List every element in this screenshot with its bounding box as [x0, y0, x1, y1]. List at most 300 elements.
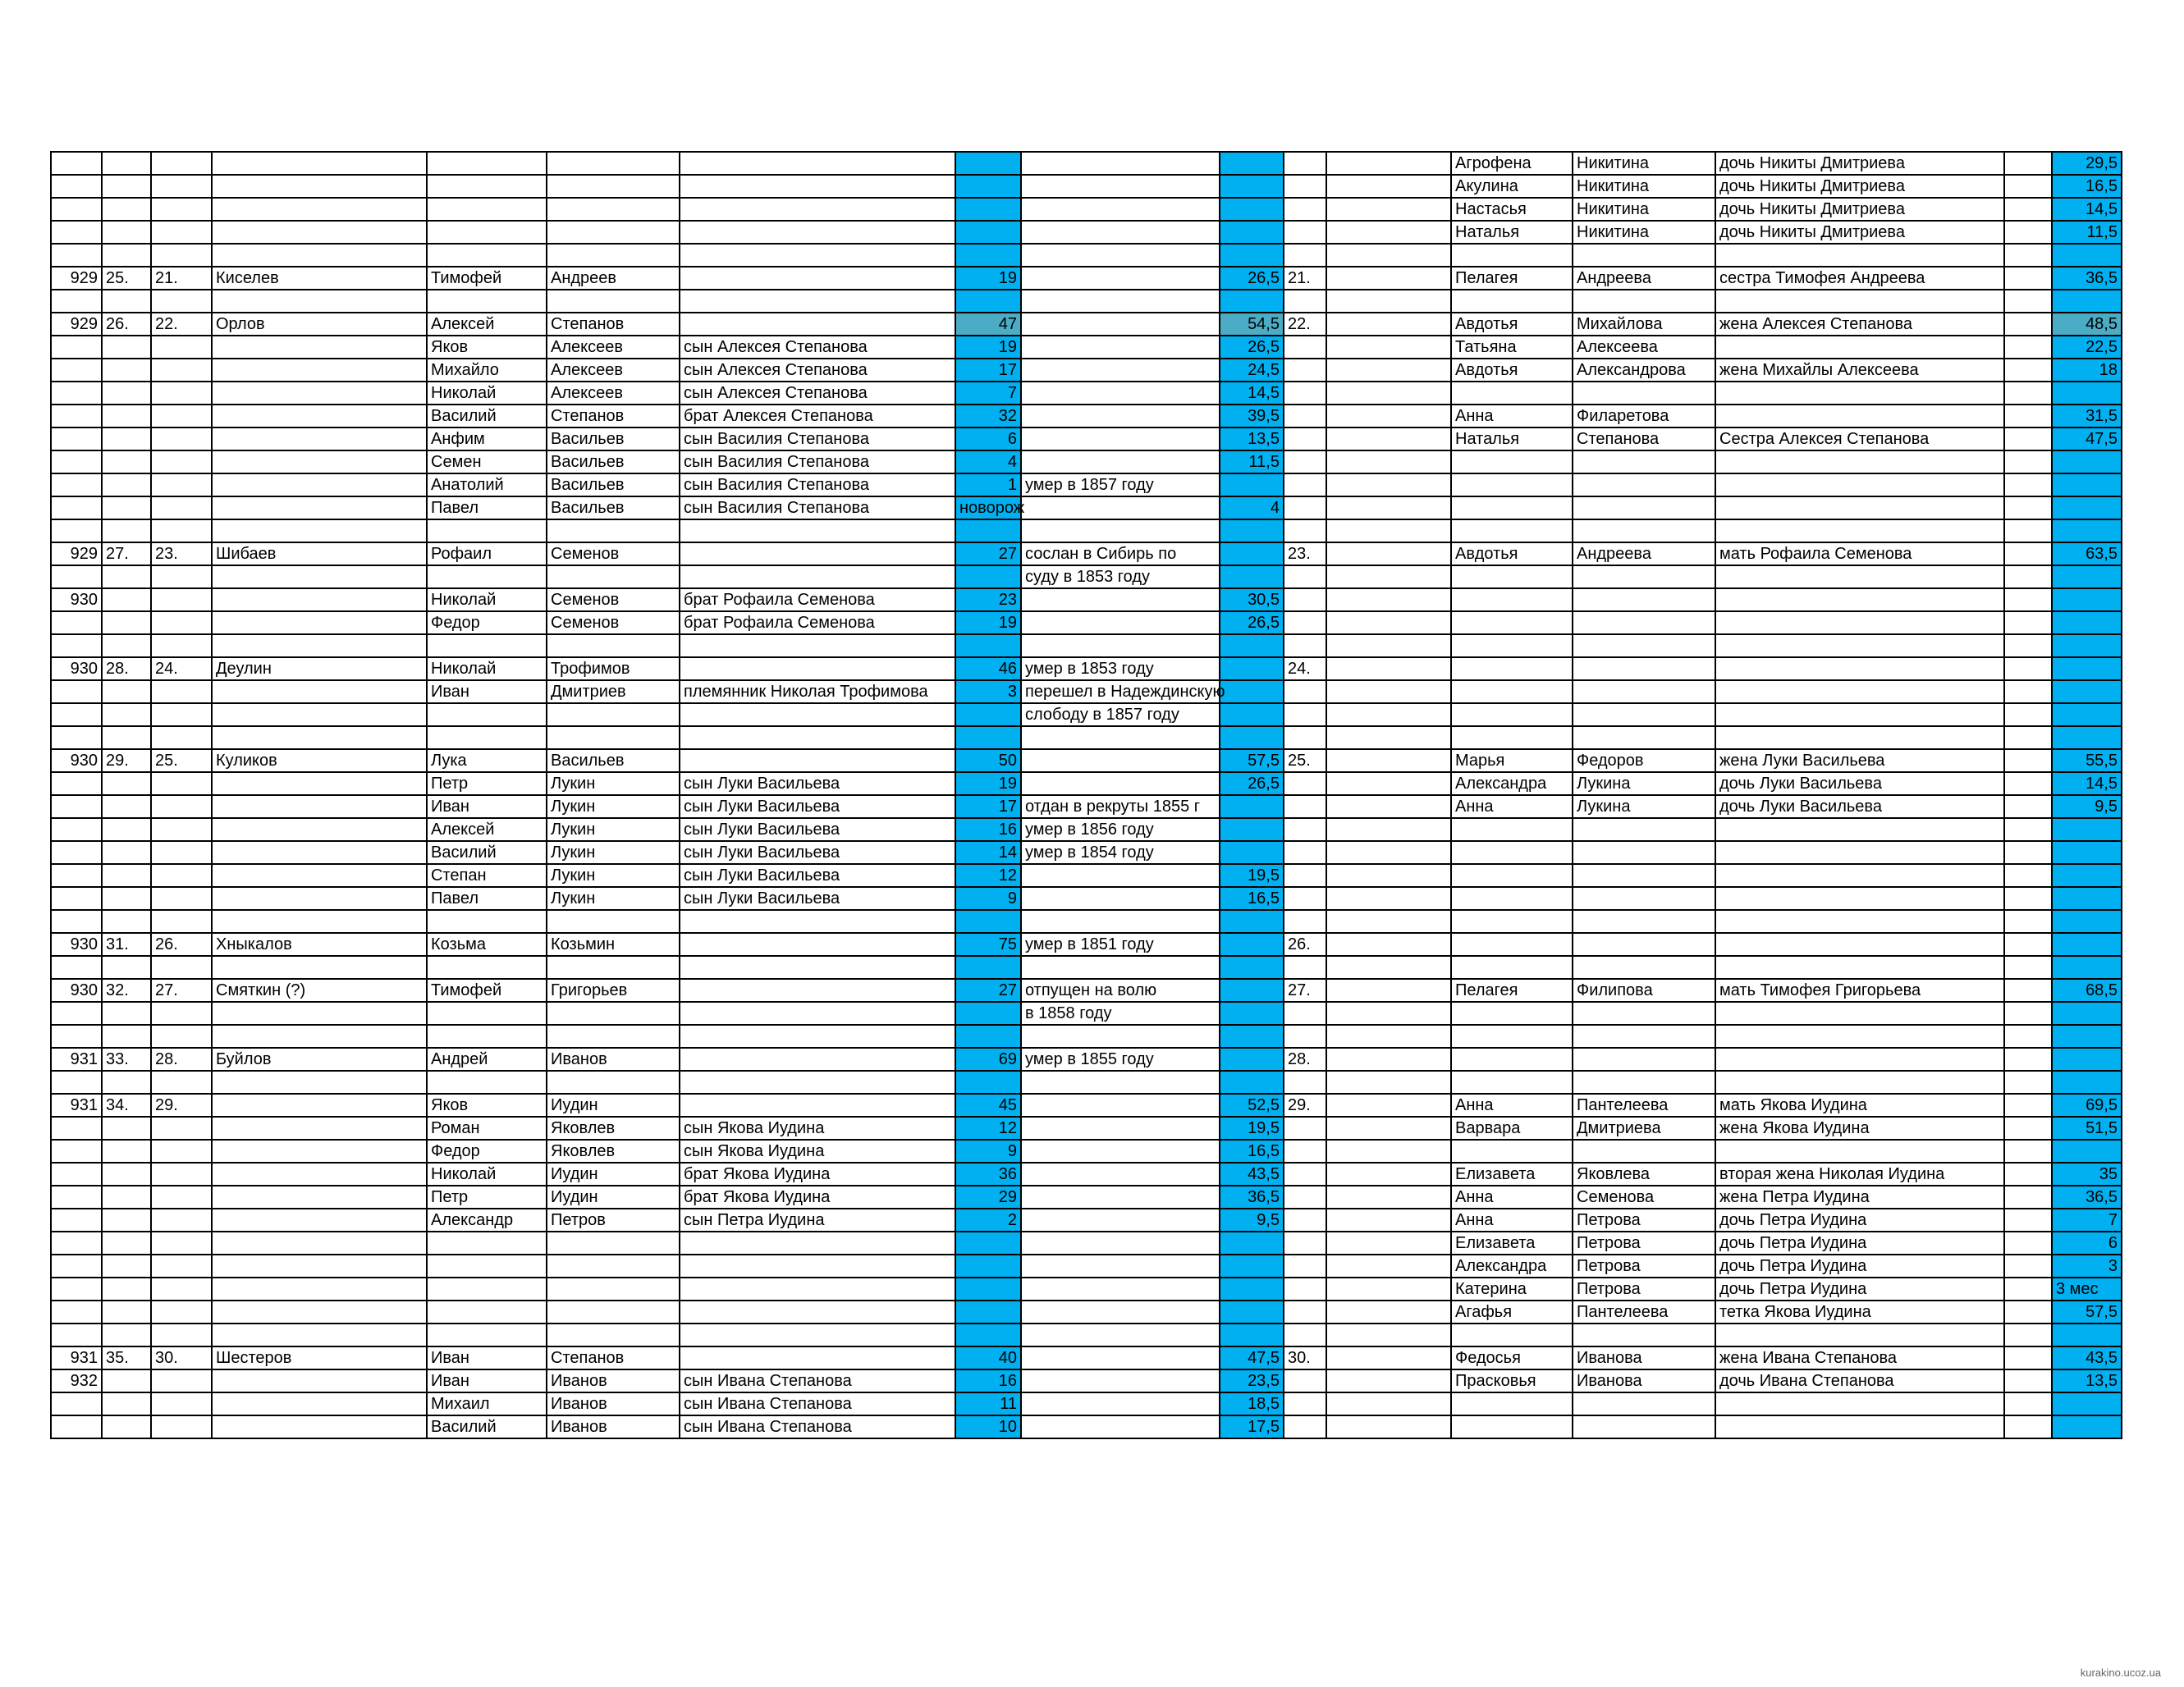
female-age-1850-cell	[2004, 152, 2052, 175]
female-household-ref-cell: 30.	[1284, 1346, 1326, 1369]
female-age-1858-cell: 18	[2052, 359, 2122, 382]
male-patronymic-cell	[547, 519, 680, 542]
male-note-cell	[1021, 267, 1220, 290]
spacer-cell	[1326, 1025, 1451, 1048]
male-patronymic-cell: Алексеев	[547, 336, 680, 359]
male-age-1858-cell: 52,5	[1220, 1094, 1284, 1117]
female-age-1850-cell	[2004, 933, 2052, 956]
female-household-num-cell	[151, 956, 212, 979]
female-age-1850-cell	[2004, 1071, 2052, 1094]
male-patronymic-cell: Лукин	[547, 772, 680, 795]
male-patronymic-cell: Яковлев	[547, 1140, 680, 1163]
male-note-cell	[1021, 290, 1220, 313]
table-row	[51, 1048, 2122, 1071]
male-first-name-cell: Николай	[427, 657, 547, 680]
female-relation-cell	[1715, 657, 2004, 680]
table-row	[51, 313, 2122, 336]
page-num-cell	[51, 703, 102, 726]
male-age-1850-cell	[955, 1025, 1021, 1048]
male-patronymic-cell: Лукин	[547, 818, 680, 841]
female-age-1850-cell	[2004, 1094, 2052, 1117]
male-relation-cell: сын Якова Иудина	[680, 1140, 955, 1163]
spacer-cell	[1326, 1048, 1451, 1071]
female-patronymic-cell: Михайлова	[1573, 313, 1715, 336]
female-first-name-cell: Прасковья	[1451, 1369, 1573, 1392]
male-age-1850-cell: 69	[955, 1048, 1021, 1071]
female-relation-cell: дочь Петра Иудина	[1715, 1255, 2004, 1278]
female-first-name-cell: Авдотья	[1451, 359, 1573, 382]
male-age-1858-cell: 39,5	[1220, 405, 1284, 427]
female-first-name-cell: Агрофена	[1451, 152, 1573, 175]
female-age-1850-cell	[2004, 726, 2052, 749]
female-age-1850-cell	[2004, 473, 2052, 496]
female-household-num-cell	[151, 382, 212, 405]
page-num-cell	[51, 198, 102, 221]
page-num-cell: 930	[51, 588, 102, 611]
spacer-cell	[1326, 244, 1451, 267]
female-relation-cell	[1715, 956, 2004, 979]
household-num-cell	[102, 427, 151, 450]
male-relation-cell	[680, 979, 955, 1002]
page-num-cell	[51, 1163, 102, 1186]
household-num-cell: 35.	[102, 1346, 151, 1369]
male-patronymic-cell	[547, 726, 680, 749]
female-age-1850-cell	[2004, 267, 2052, 290]
female-patronymic-cell	[1573, 1002, 1715, 1025]
surname-cell	[212, 336, 427, 359]
household-num-cell	[102, 336, 151, 359]
female-age-1858-cell	[2052, 1002, 2122, 1025]
household-num-cell	[102, 772, 151, 795]
male-age-1858-cell: 16,5	[1220, 1140, 1284, 1163]
female-age-1850-cell	[2004, 887, 2052, 910]
female-household-num-cell	[151, 152, 212, 175]
female-age-1850-cell	[2004, 1163, 2052, 1186]
spacer-cell	[1326, 1071, 1451, 1094]
male-relation-cell	[680, 152, 955, 175]
female-age-1850-cell	[2004, 359, 2052, 382]
male-relation-cell: сын Ивана Степанова	[680, 1392, 955, 1415]
female-first-name-cell	[1451, 496, 1573, 519]
female-household-num-cell	[151, 1369, 212, 1392]
page-num-cell	[51, 910, 102, 933]
female-household-ref-cell	[1284, 818, 1326, 841]
female-age-1850-cell	[2004, 864, 2052, 887]
spacer-cell	[1326, 152, 1451, 175]
female-age-1858-cell: 13,5	[2052, 1369, 2122, 1392]
male-age-1858-cell: 19,5	[1220, 864, 1284, 887]
table-row	[51, 1346, 2122, 1369]
male-age-1858-cell	[1220, 221, 1284, 244]
male-patronymic-cell: Васильев	[547, 749, 680, 772]
female-patronymic-cell: Никитина	[1573, 152, 1715, 175]
female-first-name-cell: Агафья	[1451, 1301, 1573, 1324]
female-household-num-cell	[151, 336, 212, 359]
page-num-cell: 932	[51, 1369, 102, 1392]
female-household-ref-cell	[1284, 1369, 1326, 1392]
male-first-name-cell: Анатолий	[427, 473, 547, 496]
female-age-1850-cell	[2004, 1209, 2052, 1232]
male-age-1858-cell	[1220, 703, 1284, 726]
female-household-ref-cell	[1284, 703, 1326, 726]
female-first-name-cell	[1451, 933, 1573, 956]
female-household-num-cell	[151, 864, 212, 887]
household-num-cell	[102, 1002, 151, 1025]
surname-cell	[212, 1025, 427, 1048]
female-first-name-cell: Александра	[1451, 1255, 1573, 1278]
female-relation-cell	[1715, 910, 2004, 933]
page-num-cell	[51, 1002, 102, 1025]
male-age-1858-cell	[1220, 473, 1284, 496]
spacer-cell	[1326, 979, 1451, 1002]
page-num-cell	[51, 1301, 102, 1324]
female-household-ref-cell	[1284, 427, 1326, 450]
male-age-1850-cell: 19	[955, 772, 1021, 795]
male-first-name-cell: Николай	[427, 382, 547, 405]
female-household-num-cell	[151, 611, 212, 634]
surname-cell	[212, 382, 427, 405]
male-first-name-cell: Тимофей	[427, 267, 547, 290]
male-relation-cell	[680, 1301, 955, 1324]
male-first-name-cell: Павел	[427, 496, 547, 519]
male-first-name-cell: Василий	[427, 405, 547, 427]
spacer-cell	[1326, 1324, 1451, 1346]
surname-cell	[212, 1071, 427, 1094]
male-relation-cell: сын Луки Васильева	[680, 887, 955, 910]
surname-cell	[212, 221, 427, 244]
female-age-1858-cell: 14,5	[2052, 198, 2122, 221]
male-patronymic-cell: Алексеев	[547, 382, 680, 405]
male-patronymic-cell: Лукин	[547, 864, 680, 887]
male-age-1850-cell: 17	[955, 795, 1021, 818]
female-age-1850-cell	[2004, 588, 2052, 611]
female-age-1858-cell: 47,5	[2052, 427, 2122, 450]
spacer-cell	[1326, 887, 1451, 910]
male-relation-cell: брат Рофаила Семенова	[680, 611, 955, 634]
spacer-cell	[1326, 1002, 1451, 1025]
male-age-1850-cell	[955, 152, 1021, 175]
female-first-name-cell: Александра	[1451, 772, 1573, 795]
female-first-name-cell	[1451, 818, 1573, 841]
male-note-cell	[1021, 1094, 1220, 1117]
male-patronymic-cell: Иванов	[547, 1369, 680, 1392]
table-row	[51, 1140, 2122, 1163]
spacer-cell	[1326, 290, 1451, 313]
female-age-1858-cell: 3	[2052, 1255, 2122, 1278]
spacer-cell	[1326, 1117, 1451, 1140]
female-household-ref-cell	[1284, 290, 1326, 313]
female-first-name-cell	[1451, 956, 1573, 979]
female-household-num-cell	[151, 221, 212, 244]
female-age-1858-cell	[2052, 841, 2122, 864]
male-patronymic-cell: Лукин	[547, 795, 680, 818]
female-relation-cell: жена Якова Иудина	[1715, 1117, 2004, 1140]
female-first-name-cell: Анна	[1451, 1209, 1573, 1232]
female-relation-cell: дочь Петра Иудина	[1715, 1209, 2004, 1232]
female-household-ref-cell	[1284, 680, 1326, 703]
male-patronymic-cell: Петров	[547, 1209, 680, 1232]
female-age-1858-cell: 69,5	[2052, 1094, 2122, 1117]
male-patronymic-cell: Иудин	[547, 1186, 680, 1209]
female-age-1850-cell	[2004, 772, 2052, 795]
male-note-cell	[1021, 450, 1220, 473]
surname-cell	[212, 887, 427, 910]
female-relation-cell	[1715, 290, 2004, 313]
male-relation-cell: сын Ивана Степанова	[680, 1415, 955, 1438]
male-age-1850-cell: 14	[955, 841, 1021, 864]
male-note-cell	[1021, 1324, 1220, 1346]
male-relation-cell: сын Василия Степанова	[680, 496, 955, 519]
female-first-name-cell	[1451, 657, 1573, 680]
spacer-cell	[1326, 427, 1451, 450]
male-first-name-cell: Семен	[427, 450, 547, 473]
male-patronymic-cell: Иванов	[547, 1415, 680, 1438]
female-household-ref-cell	[1284, 1301, 1326, 1324]
spacer-cell	[1326, 313, 1451, 336]
male-patronymic-cell: Иудин	[547, 1163, 680, 1186]
female-first-name-cell: Катерина	[1451, 1278, 1573, 1301]
male-first-name-cell	[427, 1301, 547, 1324]
female-age-1858-cell: 51,5	[2052, 1117, 2122, 1140]
male-age-1850-cell: 11	[955, 1392, 1021, 1415]
female-first-name-cell	[1451, 565, 1573, 588]
household-num-cell	[102, 1140, 151, 1163]
female-patronymic-cell: Дмитриева	[1573, 1117, 1715, 1140]
female-household-num-cell	[151, 1186, 212, 1209]
female-first-name-cell	[1451, 841, 1573, 864]
female-patronymic-cell	[1573, 382, 1715, 405]
household-num-cell	[102, 634, 151, 657]
household-num-cell	[102, 1278, 151, 1301]
male-age-1850-cell: 9	[955, 1140, 1021, 1163]
female-patronymic-cell: Петрова	[1573, 1255, 1715, 1278]
male-age-1858-cell	[1220, 1324, 1284, 1346]
female-household-ref-cell	[1284, 588, 1326, 611]
spacer-cell	[1326, 1278, 1451, 1301]
male-patronymic-cell	[547, 956, 680, 979]
female-household-num-cell	[151, 519, 212, 542]
female-patronymic-cell: Андреева	[1573, 267, 1715, 290]
female-age-1850-cell	[2004, 1392, 2052, 1415]
female-first-name-cell	[1451, 450, 1573, 473]
household-num-cell	[102, 1415, 151, 1438]
female-age-1850-cell	[2004, 1301, 2052, 1324]
male-note-cell: умер в 1857 году	[1021, 473, 1220, 496]
male-age-1850-cell: 9	[955, 887, 1021, 910]
female-patronymic-cell: Алексеева	[1573, 336, 1715, 359]
table-row	[51, 818, 2122, 841]
page-num-cell	[51, 680, 102, 703]
female-household-ref-cell	[1284, 1002, 1326, 1025]
spacer-cell	[1326, 1415, 1451, 1438]
page-num-cell	[51, 405, 102, 427]
male-age-1858-cell: 30,5	[1220, 588, 1284, 611]
male-relation-cell	[680, 634, 955, 657]
table-row	[51, 749, 2122, 772]
table-row	[51, 427, 2122, 450]
male-age-1850-cell: 1	[955, 473, 1021, 496]
female-household-ref-cell	[1284, 405, 1326, 427]
male-note-cell	[1021, 152, 1220, 175]
male-age-1858-cell: 4	[1220, 496, 1284, 519]
female-age-1850-cell	[2004, 841, 2052, 864]
female-relation-cell	[1715, 1002, 2004, 1025]
table-row	[51, 1186, 2122, 1209]
male-relation-cell: сын Василия Степанова	[680, 450, 955, 473]
female-household-ref-cell	[1284, 1324, 1326, 1346]
female-age-1850-cell	[2004, 496, 2052, 519]
male-note-cell	[1021, 519, 1220, 542]
male-patronymic-cell	[547, 1025, 680, 1048]
page-num-cell: 929	[51, 542, 102, 565]
table-row	[51, 1117, 2122, 1140]
female-household-num-cell	[151, 1071, 212, 1094]
male-first-name-cell	[427, 198, 547, 221]
surname-cell: Смяткин (?)	[212, 979, 427, 1002]
female-patronymic-cell	[1573, 450, 1715, 473]
female-patronymic-cell	[1573, 703, 1715, 726]
household-num-cell	[102, 244, 151, 267]
surname-cell	[212, 841, 427, 864]
table-row	[51, 198, 2122, 221]
spacer-cell	[1326, 1163, 1451, 1186]
male-age-1850-cell: новорож	[955, 496, 1021, 519]
page-num-cell	[51, 175, 102, 198]
female-patronymic-cell	[1573, 680, 1715, 703]
female-patronymic-cell: Александрова	[1573, 359, 1715, 382]
female-household-num-cell	[151, 473, 212, 496]
female-age-1850-cell	[2004, 634, 2052, 657]
page-num-cell	[51, 1415, 102, 1438]
household-num-cell	[102, 1392, 151, 1415]
female-age-1858-cell	[2052, 1071, 2122, 1094]
male-age-1850-cell	[955, 956, 1021, 979]
female-relation-cell: жена Михайлы Алексеева	[1715, 359, 2004, 382]
table-body	[51, 152, 2122, 1438]
male-patronymic-cell: Дмитриев	[547, 680, 680, 703]
female-relation-cell: дочь Никиты Дмитриева	[1715, 198, 2004, 221]
male-age-1858-cell	[1220, 910, 1284, 933]
table-row	[51, 221, 2122, 244]
spacer-cell	[1326, 1369, 1451, 1392]
female-household-num-cell	[151, 427, 212, 450]
table-row	[51, 542, 2122, 565]
female-age-1850-cell	[2004, 336, 2052, 359]
female-household-num-cell	[151, 1392, 212, 1415]
male-age-1858-cell	[1220, 795, 1284, 818]
household-num-cell	[102, 1186, 151, 1209]
female-age-1858-cell: 36,5	[2052, 267, 2122, 290]
surname-cell	[212, 519, 427, 542]
male-note-cell	[1021, 1255, 1220, 1278]
female-relation-cell	[1715, 382, 2004, 405]
female-first-name-cell: Анна	[1451, 1186, 1573, 1209]
female-age-1850-cell	[2004, 565, 2052, 588]
male-note-cell	[1021, 1140, 1220, 1163]
female-age-1850-cell	[2004, 450, 2052, 473]
spacer-cell	[1326, 542, 1451, 565]
female-household-num-cell	[151, 634, 212, 657]
household-num-cell	[102, 1369, 151, 1392]
female-age-1850-cell	[2004, 1324, 2052, 1346]
female-relation-cell: дочь Луки Васильева	[1715, 772, 2004, 795]
male-first-name-cell	[427, 221, 547, 244]
surname-cell	[212, 1255, 427, 1278]
female-household-num-cell	[151, 841, 212, 864]
female-age-1858-cell: 68,5	[2052, 979, 2122, 1002]
male-age-1858-cell: 26,5	[1220, 772, 1284, 795]
male-age-1858-cell: 57,5	[1220, 749, 1284, 772]
female-first-name-cell: Елизавета	[1451, 1163, 1573, 1186]
female-relation-cell	[1715, 1071, 2004, 1094]
male-age-1850-cell	[955, 703, 1021, 726]
female-age-1858-cell	[2052, 450, 2122, 473]
male-age-1850-cell: 3	[955, 680, 1021, 703]
male-patronymic-cell: Степанов	[547, 405, 680, 427]
male-relation-cell	[680, 956, 955, 979]
household-num-cell	[102, 818, 151, 841]
male-age-1858-cell: 14,5	[1220, 382, 1284, 405]
table-row	[51, 1369, 2122, 1392]
female-patronymic-cell	[1573, 956, 1715, 979]
female-age-1858-cell	[2052, 382, 2122, 405]
female-household-num-cell: 29.	[151, 1094, 212, 1117]
male-relation-cell	[680, 1255, 955, 1278]
female-household-num-cell: 28.	[151, 1048, 212, 1071]
female-age-1858-cell	[2052, 565, 2122, 588]
female-household-ref-cell	[1284, 1392, 1326, 1415]
male-note-cell	[1021, 1025, 1220, 1048]
male-patronymic-cell	[547, 1324, 680, 1346]
male-note-cell	[1021, 956, 1220, 979]
household-num-cell: 29.	[102, 749, 151, 772]
female-age-1850-cell	[2004, 611, 2052, 634]
male-first-name-cell: Иван	[427, 680, 547, 703]
surname-cell	[212, 1186, 427, 1209]
table-row	[51, 1094, 2122, 1117]
spacer-cell	[1326, 267, 1451, 290]
female-patronymic-cell: Никитина	[1573, 221, 1715, 244]
page-num-cell	[51, 1071, 102, 1094]
female-patronymic-cell	[1573, 473, 1715, 496]
page-num-cell: 931	[51, 1346, 102, 1369]
male-patronymic-cell: Лукин	[547, 841, 680, 864]
female-household-num-cell	[151, 1301, 212, 1324]
page-num-cell: 929	[51, 313, 102, 336]
male-patronymic-cell	[547, 1278, 680, 1301]
female-age-1858-cell	[2052, 703, 2122, 726]
female-first-name-cell	[1451, 244, 1573, 267]
table-row	[51, 910, 2122, 933]
page-num-cell	[51, 1278, 102, 1301]
male-note-cell: умер в 1853 году	[1021, 657, 1220, 680]
male-first-name-cell: Василий	[427, 841, 547, 864]
female-age-1858-cell: 6	[2052, 1232, 2122, 1255]
female-age-1858-cell	[2052, 657, 2122, 680]
male-relation-cell	[680, 1071, 955, 1094]
male-note-cell	[1021, 1163, 1220, 1186]
table-row	[51, 657, 2122, 680]
female-household-num-cell	[151, 1209, 212, 1232]
female-household-ref-cell	[1284, 1117, 1326, 1140]
page-num-cell	[51, 956, 102, 979]
male-relation-cell	[680, 1278, 955, 1301]
spacer-cell	[1326, 473, 1451, 496]
male-relation-cell: сын Луки Васильева	[680, 772, 955, 795]
page-num-cell	[51, 634, 102, 657]
male-age-1850-cell: 6	[955, 427, 1021, 450]
female-first-name-cell	[1451, 290, 1573, 313]
